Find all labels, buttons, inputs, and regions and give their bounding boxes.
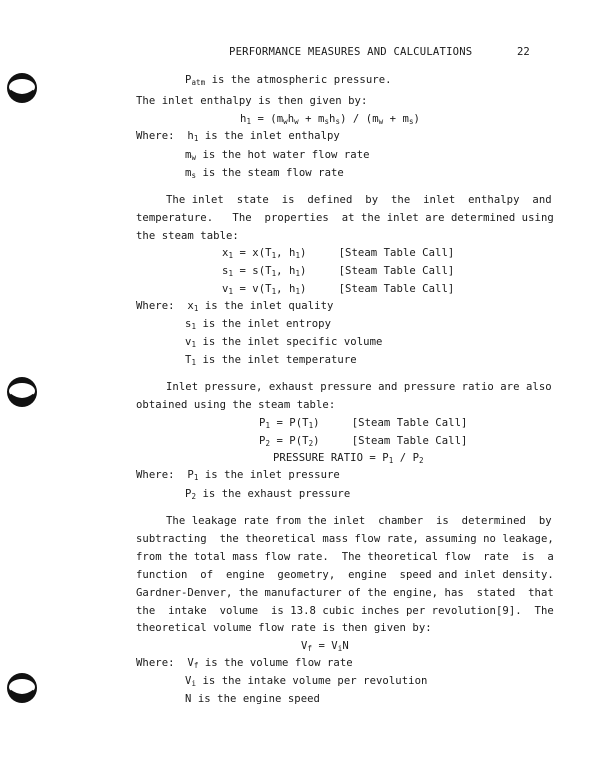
text-run: is the volume flow rate — [198, 657, 353, 669]
text-run: s — [185, 318, 192, 330]
text-run: The leakage rate from the inlet chamber is determined by — [166, 515, 552, 527]
text-run: Gardner-Denver, the manufacturer of the engine, has stated that — [136, 587, 554, 599]
text-line-l24 — [166, 515, 552, 528]
text-line-l19 — [259, 417, 467, 430]
subscript: 2 — [419, 456, 424, 465]
subscript: s — [324, 117, 330, 126]
text-run: the intake volume is 13.8 cubic inches per revolution[9]. The — [136, 605, 554, 617]
text-run: v — [185, 336, 192, 348]
text-run: v — [222, 283, 229, 295]
text-line-l16 — [185, 354, 357, 367]
subscript: 2 — [308, 439, 314, 448]
subscript: s — [335, 117, 341, 126]
subscript: 1 — [271, 287, 277, 296]
text-line-l10 — [222, 247, 454, 260]
text-run: = P(T — [270, 435, 309, 447]
binder-hole-bottom-icon — [4, 670, 40, 706]
text-line-l18 — [136, 399, 335, 412]
subscript: 1 — [193, 134, 199, 143]
text-run: , h — [276, 247, 296, 259]
text-run: T — [185, 354, 192, 366]
subscript: w — [294, 117, 299, 126]
text-line-l29 — [136, 605, 554, 618]
subscript: w — [378, 117, 384, 126]
subscript: f — [307, 644, 313, 653]
text-line-l31 — [301, 640, 349, 653]
text-line-l23 — [185, 488, 350, 501]
text-run: V — [301, 640, 308, 652]
text-run: + m — [383, 113, 409, 125]
text-run: P — [259, 435, 266, 447]
text-run: is the steam flow rate — [196, 167, 344, 179]
text-run: , h — [276, 265, 296, 277]
page-number: 22 — [517, 46, 530, 58]
text-run: is the inlet entropy — [196, 318, 332, 330]
subscript: atm — [191, 78, 206, 87]
text-run: subtracting the theoretical mass flow rate, assuming no leakage, — [136, 533, 554, 545]
text-run: Where: V — [136, 657, 194, 669]
text-line-l26 — [136, 551, 554, 564]
text-run: from the total mass flow rate. The theoretical flow rate is a — [136, 551, 554, 563]
text-line-l21 — [273, 452, 424, 465]
text-line-l32 — [136, 657, 353, 670]
subscript: 1 — [388, 456, 394, 465]
text-run: h — [240, 113, 247, 125]
text-run: = (m — [251, 113, 284, 125]
text-line-l28 — [136, 587, 554, 600]
text-run: is the intake volume per revolution — [196, 675, 428, 687]
text-line-l34 — [185, 693, 320, 706]
text-line-l22 — [136, 469, 340, 482]
text-run: obtained using the steam table: — [136, 399, 336, 411]
text-line-l08 — [136, 212, 554, 225]
text-run: is the atmospheric pressure. — [205, 74, 392, 86]
text-run: N is the engine speed — [185, 693, 320, 705]
subscript: 1 — [308, 421, 314, 430]
text-run: P — [185, 488, 192, 500]
text-line-l14 — [185, 318, 331, 331]
text-run: / P — [393, 452, 420, 464]
text-run: is the inlet enthalpy — [198, 130, 340, 142]
subscript: 1 — [228, 269, 234, 278]
text-run: s — [222, 265, 229, 277]
text-line-l02 — [136, 95, 367, 108]
text-run: P — [259, 417, 266, 429]
subscript: 1 — [193, 304, 199, 313]
text-run: The inlet state is defined by the inlet enthalpy and — [166, 194, 552, 206]
text-run: m — [185, 149, 192, 161]
subscript: 1 — [191, 340, 197, 349]
subscript: i — [337, 644, 343, 653]
text-line-l06 — [185, 167, 344, 180]
subscript: 2 — [191, 492, 197, 501]
text-run: ) [Steam Table Call] — [300, 265, 455, 277]
subscript: 1 — [228, 287, 234, 296]
text-run: ) / (m — [340, 113, 379, 125]
text-line-l20 — [259, 435, 467, 448]
binder-hole-middle-icon — [4, 374, 40, 410]
subscript: 1 — [295, 251, 301, 260]
subscript: 1 — [191, 322, 197, 331]
subscript: 2 — [265, 439, 271, 448]
text-run: theoretical volume flow rate is then given by: — [136, 622, 432, 634]
subscript: 1 — [246, 117, 252, 126]
text-run: h — [287, 113, 295, 125]
text-line-l11 — [222, 265, 454, 278]
text-run: Where: h — [136, 130, 194, 142]
subscript: s — [191, 171, 197, 180]
text-run: x — [222, 247, 229, 259]
subscript: i — [191, 679, 197, 688]
subscript: s — [408, 117, 414, 126]
text-run: is the inlet temperature — [196, 354, 357, 366]
text-line-l05 — [185, 149, 370, 162]
text-run: Inlet pressure, exhaust pressure and pressure ratio are also — [166, 381, 552, 393]
subscript: 1 — [271, 251, 277, 260]
text-run: ) [Steam Table Call] — [313, 435, 468, 447]
text-line-l15 — [185, 336, 382, 349]
text-run: the steam table: — [136, 230, 239, 242]
subscript: 1 — [295, 287, 301, 296]
text-run: is the exhaust pressure — [196, 488, 351, 500]
text-run: = P(T — [270, 417, 309, 429]
text-run: ) [Steam Table Call] — [300, 283, 455, 295]
text-run: function of engine geometry, engine speed and inlet density. — [136, 569, 554, 581]
text-line-l09 — [136, 230, 239, 243]
text-run: = s(T — [233, 265, 272, 277]
text-line-l13 — [136, 300, 333, 313]
text-run: ) [Steam Table Call] — [313, 417, 468, 429]
text-run: temperature. The properties at the inlet are determined using — [136, 212, 554, 224]
text-run: The inlet enthalpy is then given by: — [136, 95, 368, 107]
text-line-l27 — [136, 569, 554, 582]
text-run: h — [329, 113, 336, 125]
text-line-l33 — [185, 675, 427, 688]
text-run: N — [342, 640, 349, 652]
subscript: 1 — [265, 421, 271, 430]
text-run: is the inlet specific volume — [196, 336, 383, 348]
subscript: 1 — [228, 251, 234, 260]
text-run: = V — [312, 640, 338, 652]
text-run: V — [185, 675, 192, 687]
text-run: = x(T — [233, 247, 272, 259]
text-line-l12 — [222, 283, 454, 296]
subscript: 1 — [193, 473, 199, 482]
text-run: ) — [413, 113, 420, 125]
text-run: is the inlet pressure — [198, 469, 340, 481]
text-line-l17 — [166, 381, 552, 394]
text-run: Where: P — [136, 469, 194, 481]
text-run: PRESSURE RATIO = P — [273, 452, 389, 464]
text-run: m — [185, 167, 192, 179]
text-line-l03 — [240, 113, 420, 126]
text-run: is the hot water flow rate — [196, 149, 370, 161]
text-line-l25 — [136, 533, 554, 546]
text-line-l01 — [185, 74, 392, 87]
subscript: 1 — [295, 269, 301, 278]
text-run: + m — [298, 113, 325, 125]
subscript: 1 — [191, 358, 197, 367]
page-header-title: PERFORMANCE MEASURES AND CALCULATIONS — [229, 46, 473, 58]
text-run: P — [185, 74, 192, 86]
text-line-l30 — [136, 622, 432, 635]
text-run: ) [Steam Table Call] — [300, 247, 455, 259]
subscript: w — [191, 153, 197, 162]
text-run: , h — [276, 283, 296, 295]
text-run: Where: x — [136, 300, 194, 312]
subscript: w — [283, 117, 288, 126]
subscript: f — [193, 661, 199, 670]
binder-hole-top-icon — [4, 70, 40, 106]
text-run: is the inlet quality — [198, 300, 334, 312]
text-run: = v(T — [233, 283, 272, 295]
text-line-l07 — [166, 194, 552, 207]
subscript: 1 — [271, 269, 277, 278]
text-line-l04 — [136, 130, 340, 143]
